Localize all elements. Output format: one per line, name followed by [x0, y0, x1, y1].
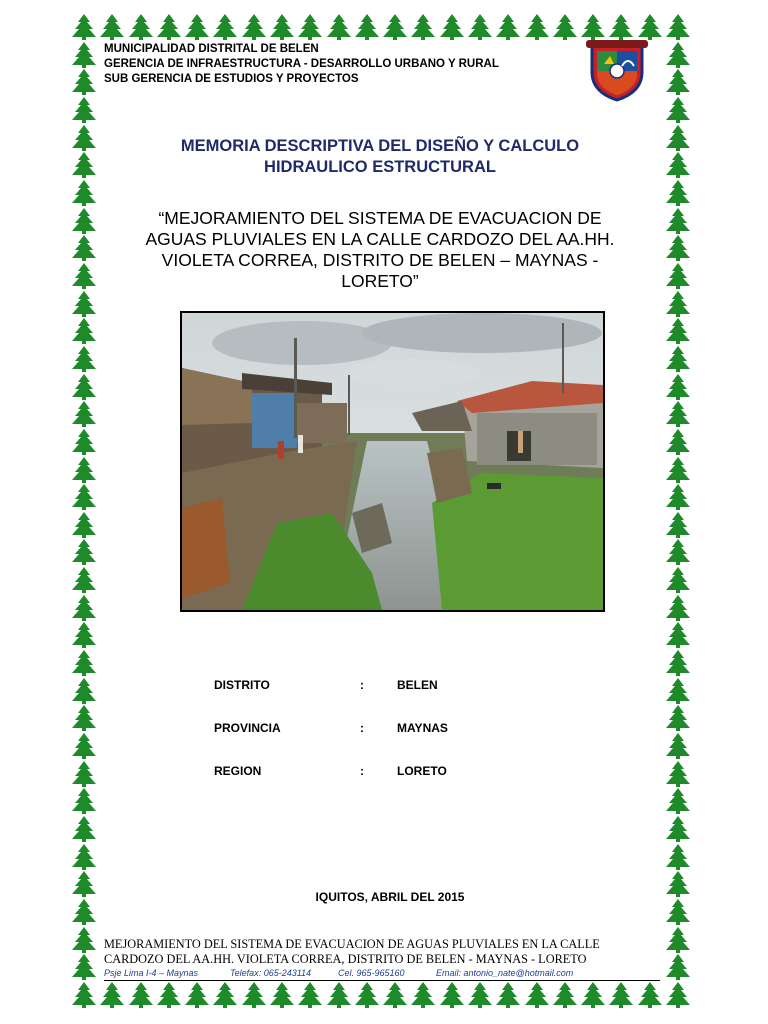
- christmas-tree-icon: [666, 235, 690, 261]
- christmas-tree-icon: [355, 982, 379, 1008]
- christmas-tree-icon: [72, 733, 96, 759]
- document-title: [120, 136, 640, 178]
- info-value: BELEN: [397, 678, 438, 692]
- christmas-tree-icon: [666, 595, 690, 621]
- footer-project: [104, 937, 664, 967]
- christmas-tree-icon: [468, 14, 492, 40]
- christmas-tree-icon: [666, 539, 690, 565]
- footer-line: CARDOZO DEL AA.HH. VIOLETA CORREA, DISTRITO DE BELEN - MAYNAS - LORETO: [104, 952, 587, 966]
- christmas-tree-icon: [72, 650, 96, 676]
- christmas-tree-icon: [72, 457, 96, 483]
- info-separator: :: [360, 721, 364, 735]
- project-name: [130, 208, 630, 292]
- christmas-tree-icon: [72, 346, 96, 372]
- christmas-tree-icon: [100, 982, 124, 1008]
- christmas-tree-icon: [666, 761, 690, 787]
- document-date: IQUITOS, ABRIL DEL 2015: [315, 890, 465, 904]
- municipal-coat-of-arms-icon: [584, 36, 650, 102]
- christmas-tree-icon: [383, 14, 407, 40]
- christmas-tree-icon: [129, 982, 153, 1008]
- project-line: LORETO”: [341, 271, 419, 291]
- christmas-tree-icon: [666, 816, 690, 842]
- contact-cell: Cel. 965-965160: [338, 968, 405, 978]
- christmas-tree-icon: [666, 899, 690, 925]
- footer-contact: [104, 968, 660, 981]
- info-separator: :: [360, 678, 364, 692]
- christmas-tree-icon: [666, 125, 690, 151]
- christmas-tree-icon: [581, 982, 605, 1008]
- info-row-distrito: [214, 678, 534, 694]
- christmas-tree-icon: [157, 14, 181, 40]
- christmas-tree-icon: [553, 14, 577, 40]
- christmas-tree-icon: [213, 14, 237, 40]
- christmas-tree-icon: [666, 788, 690, 814]
- project-line: AGUAS PLUVIALES EN LA CALLE CARDOZO DEL AA.HH.: [145, 229, 615, 249]
- christmas-tree-icon: [213, 982, 237, 1008]
- info-row-region: [214, 764, 534, 780]
- christmas-tree-icon: [666, 982, 690, 1008]
- christmas-tree-icon: [72, 622, 96, 648]
- title-line: HIDRAULICO ESTRUCTURAL: [264, 158, 496, 176]
- info-label: PROVINCIA: [214, 721, 281, 735]
- christmas-tree-icon: [72, 42, 96, 68]
- christmas-tree-icon: [72, 291, 96, 317]
- info-value: MAYNAS: [397, 721, 448, 735]
- christmas-tree-icon: [72, 539, 96, 565]
- christmas-tree-icon: [72, 429, 96, 455]
- info-label: REGION: [214, 764, 262, 778]
- christmas-tree-icon: [129, 14, 153, 40]
- christmas-tree-icon: [525, 14, 549, 40]
- christmas-tree-icon: [72, 788, 96, 814]
- christmas-tree-icon: [327, 14, 351, 40]
- christmas-tree-icon: [72, 180, 96, 206]
- christmas-tree-icon: [666, 97, 690, 123]
- christmas-tree-icon: [72, 484, 96, 510]
- christmas-tree-icon: [72, 125, 96, 151]
- christmas-tree-icon: [666, 954, 690, 980]
- info-separator: :: [360, 764, 364, 778]
- christmas-tree-icon: [242, 982, 266, 1008]
- christmas-tree-icon: [72, 844, 96, 870]
- christmas-tree-icon: [270, 14, 294, 40]
- contact-phone: Telefax: 065-243114: [230, 968, 312, 978]
- christmas-tree-icon: [72, 871, 96, 897]
- christmas-tree-icon: [666, 733, 690, 759]
- christmas-tree-icon: [666, 374, 690, 400]
- christmas-tree-icon: [666, 318, 690, 344]
- christmas-tree-icon: [72, 69, 96, 95]
- christmas-tree-icon: [666, 927, 690, 953]
- info-row-provincia: [214, 721, 534, 737]
- christmas-tree-icon: [666, 263, 690, 289]
- christmas-tree-icon: [72, 567, 96, 593]
- project-line: “MEJORAMIENTO DEL SISTEMA DE EVACUACION DE: [158, 208, 602, 228]
- christmas-tree-icon: [72, 14, 96, 40]
- christmas-tree-icon: [270, 982, 294, 1008]
- header-line: MUNICIPALIDAD DISTRITAL DE BELEN: [104, 43, 319, 55]
- header-line: GERENCIA DE INFRAESTRUCTURA - DESARROLLO URBANO Y RURAL: [104, 58, 499, 70]
- christmas-tree-icon: [525, 982, 549, 1008]
- christmas-tree-icon: [666, 844, 690, 870]
- christmas-tree-icon: [72, 263, 96, 289]
- header-line: SUB GERENCIA DE ESTUDIOS Y PROYECTOS: [104, 73, 359, 85]
- christmas-tree-icon: [666, 512, 690, 538]
- christmas-tree-icon: [72, 705, 96, 731]
- christmas-tree-icon: [666, 208, 690, 234]
- flooded-street-photo: [182, 313, 603, 610]
- header-institution: [104, 42, 564, 87]
- contact-email: Email: antonio_nate@hotmail.com: [436, 968, 574, 978]
- christmas-tree-icon: [72, 512, 96, 538]
- christmas-tree-icon: [496, 982, 520, 1008]
- christmas-tree-icon: [666, 678, 690, 704]
- christmas-tree-icon: [666, 871, 690, 897]
- christmas-tree-icon: [638, 982, 662, 1008]
- christmas-tree-icon: [666, 705, 690, 731]
- christmas-tree-icon: [666, 650, 690, 676]
- christmas-tree-icon: [666, 14, 690, 40]
- christmas-tree-icon: [666, 484, 690, 510]
- christmas-tree-icon: [72, 982, 96, 1008]
- christmas-tree-icon: [383, 982, 407, 1008]
- christmas-tree-icon: [72, 97, 96, 123]
- christmas-tree-icon: [666, 457, 690, 483]
- christmas-tree-icon: [440, 982, 464, 1008]
- christmas-tree-icon: [157, 982, 181, 1008]
- christmas-tree-icon: [327, 982, 351, 1008]
- title-line: MEMORIA DESCRIPTIVA DEL DISEÑO Y CALCULO: [180, 137, 580, 155]
- info-label: DISTRITO: [214, 678, 270, 692]
- christmas-tree-icon: [72, 899, 96, 925]
- christmas-tree-icon: [72, 374, 96, 400]
- christmas-tree-icon: [100, 14, 124, 40]
- info-value: LORETO: [397, 764, 447, 778]
- footer-line: MEJORAMIENTO DEL SISTEMA DE EVACUACION DE AGUAS PLUVIALES EN LA CALLE: [104, 937, 600, 951]
- christmas-tree-icon: [72, 208, 96, 234]
- site-photo: [180, 311, 605, 612]
- christmas-tree-icon: [72, 816, 96, 842]
- christmas-tree-icon: [666, 622, 690, 648]
- christmas-tree-icon: [355, 14, 379, 40]
- christmas-tree-icon: [666, 429, 690, 455]
- christmas-tree-icon: [666, 42, 690, 68]
- christmas-tree-icon: [72, 678, 96, 704]
- christmas-tree-icon: [440, 14, 464, 40]
- christmas-tree-icon: [185, 982, 209, 1008]
- christmas-tree-icon: [72, 761, 96, 787]
- christmas-tree-icon: [666, 401, 690, 427]
- christmas-tree-icon: [72, 318, 96, 344]
- christmas-tree-icon: [666, 291, 690, 317]
- christmas-tree-icon: [666, 69, 690, 95]
- contact-address: Psje Lima I-4 – Maynas: [104, 968, 199, 978]
- christmas-tree-icon: [553, 982, 577, 1008]
- christmas-tree-icon: [411, 14, 435, 40]
- christmas-tree-icon: [666, 152, 690, 178]
- project-line: VIOLETA CORREA, DISTRITO DE BELEN – MAYNAS -: [161, 250, 599, 270]
- christmas-tree-icon: [666, 180, 690, 206]
- christmas-tree-icon: [298, 14, 322, 40]
- christmas-tree-icon: [72, 595, 96, 621]
- christmas-tree-icon: [185, 14, 209, 40]
- christmas-tree-icon: [72, 954, 96, 980]
- christmas-tree-icon: [411, 982, 435, 1008]
- christmas-tree-icon: [298, 982, 322, 1008]
- christmas-tree-icon: [72, 401, 96, 427]
- christmas-tree-icon: [242, 14, 266, 40]
- christmas-tree-icon: [666, 346, 690, 372]
- christmas-tree-icon: [468, 982, 492, 1008]
- christmas-tree-icon: [666, 567, 690, 593]
- christmas-tree-icon: [72, 927, 96, 953]
- christmas-tree-icon: [72, 235, 96, 261]
- christmas-tree-icon: [72, 152, 96, 178]
- christmas-tree-icon: [609, 982, 633, 1008]
- christmas-tree-icon: [496, 14, 520, 40]
